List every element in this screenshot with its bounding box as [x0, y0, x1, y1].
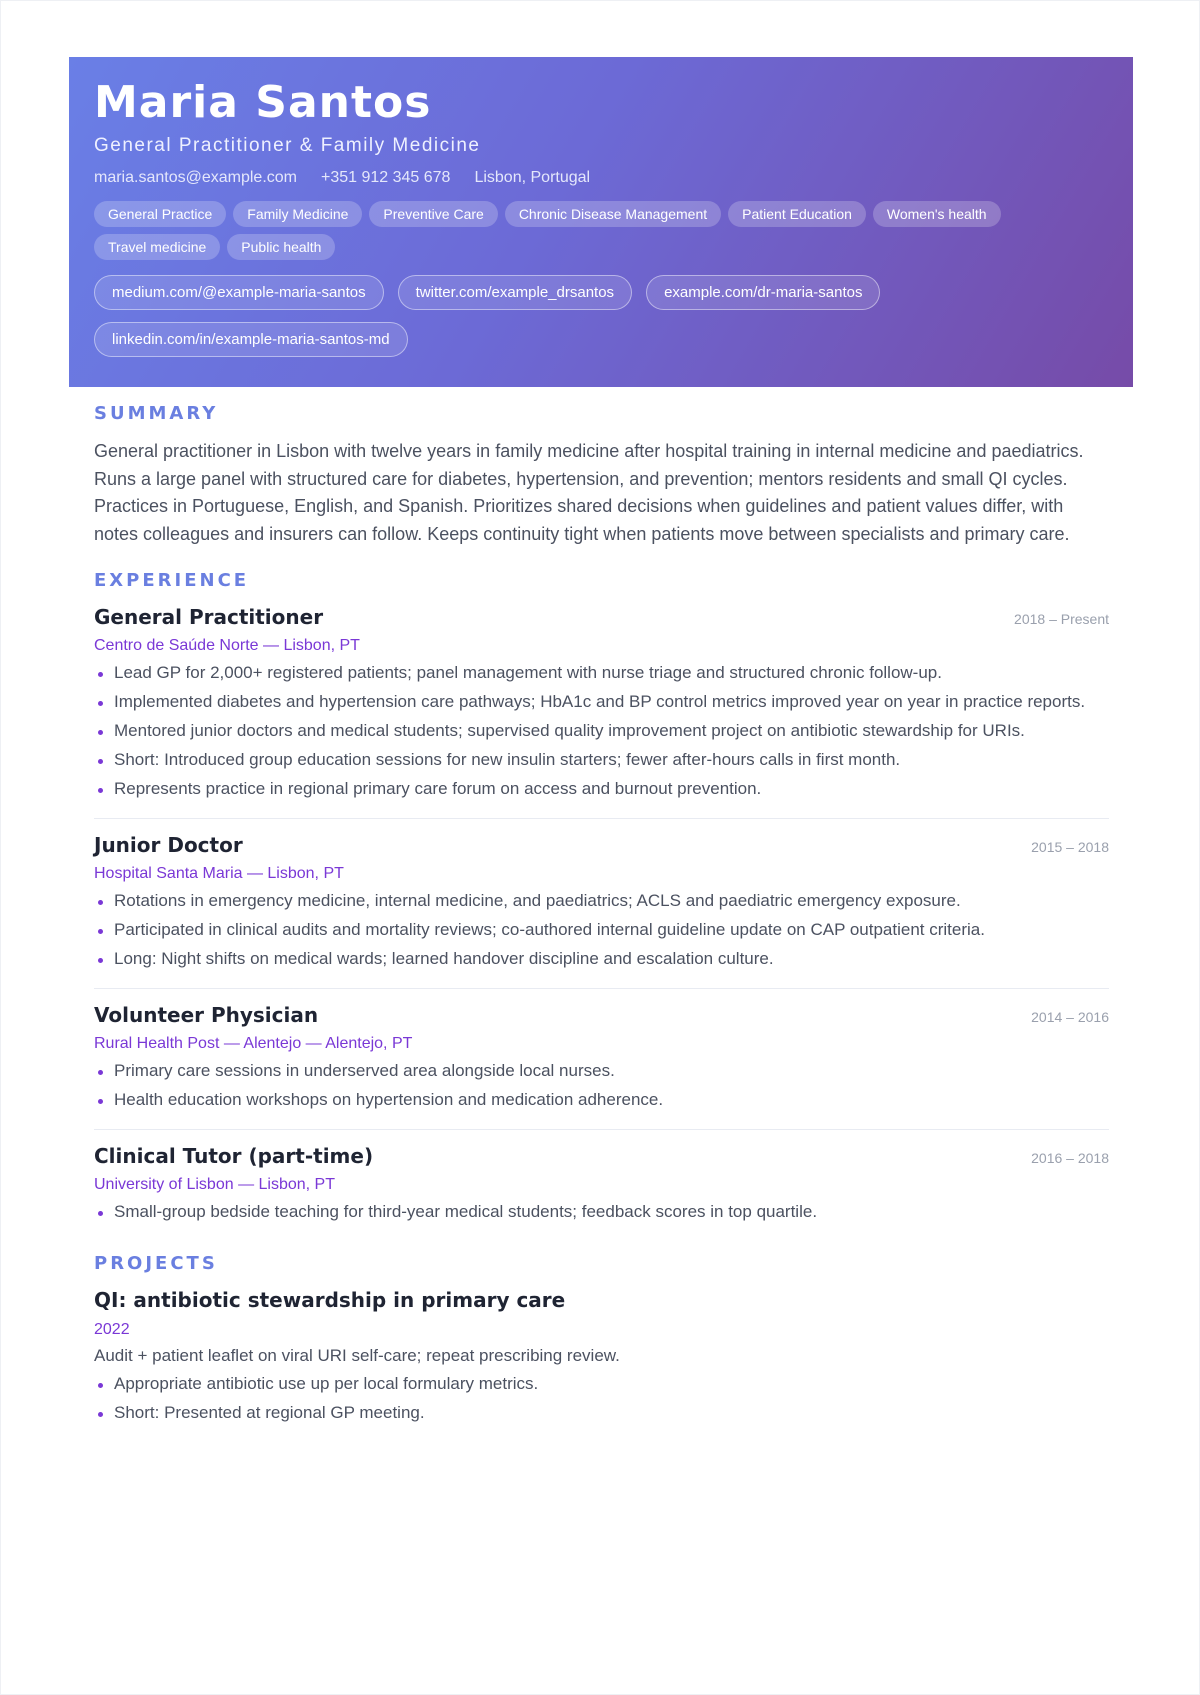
job-title: Junior Doctor: [94, 833, 243, 857]
job-organization: Centro de Saúde Norte — Lisbon, PT: [94, 637, 360, 654]
skill-tag: Chronic Disease Management: [505, 201, 721, 227]
bullet-item: Primary care sessions in underserved area alongside local nurses.: [94, 1059, 1109, 1083]
contact-line: [94, 169, 1108, 187]
bullet-item: Long: Night shifts on medical wards; learned handover discipline and escalation culture.: [94, 947, 1109, 971]
skill-tag: Patient Education: [728, 201, 866, 227]
bullet-item: Short: Presented at regional GP meeting.: [94, 1401, 1109, 1425]
job-organization: Hospital Santa Maria — Lisbon, PT: [94, 865, 344, 882]
job-dates: 2018 – Present: [1014, 611, 1109, 627]
job-dates: 2015 – 2018: [1031, 839, 1109, 855]
profile-link-linkedin[interactable]: linkedin.com/in/example-maria-santos-md: [94, 322, 408, 357]
job-title: Clinical Tutor (part-time): [94, 1144, 374, 1168]
bullet-item: Health education workshops on hypertension and medication adherence.: [94, 1088, 1109, 1112]
job-dates: 2014 – 2016: [1031, 1009, 1109, 1025]
job-headline: General Practitioner & Family Medicine: [94, 135, 481, 156]
project-year: 2022: [94, 1321, 130, 1338]
job-bullets: [94, 1059, 1109, 1112]
job-title: General Practitioner: [94, 605, 324, 629]
project-description: Audit + patient leaflet on viral URI self-care; repeat prescribing review.: [94, 1346, 620, 1365]
skill-tag: Preventive Care: [369, 201, 497, 227]
profile-link-website[interactable]: example.com/dr-maria-santos: [646, 275, 880, 310]
bullet-item: Participated in clinical audits and mortality reviews; co-authored internal guideline update on CAP outpatient criteria.: [94, 918, 1109, 942]
contact-location: Lisbon, Portugal: [474, 169, 591, 186]
skill-tag: General Practice: [94, 201, 226, 227]
summary-text: General practitioner in Lisbon with twelve years in family medicine after hospital training in internal medicine and paediatrics. Runs a large panel with structured care for diabetes, hypertension, and prevention; mentors residents and small QI cycles. Practices in Portuguese, English, and Spanish. Prioritizes shared decisions when guidelines and patient values differ, with notes colleagues and insurers can follow. Keeps continuity tight when patients move between specialists and primary care.: [94, 441, 1084, 544]
contact-phone[interactable]: +351 912 345 678: [320, 169, 451, 186]
experience-entry: [94, 833, 1109, 989]
skill-tag: Travel medicine: [94, 234, 220, 260]
profile-link-medium[interactable]: medium.com/@example-maria-santos: [94, 275, 384, 310]
project-entry: [94, 1288, 1109, 1425]
profile-links: [94, 275, 994, 357]
bullet-item: Mentored junior doctors and medical students; supervised quality improvement project on antibiotic stewardship for URIs.: [94, 719, 1109, 743]
skill-tag: Family Medicine: [233, 201, 362, 227]
job-organization: Rural Health Post — Alentejo — Alentejo, PT: [94, 1035, 413, 1052]
bullet-item: Small-group bedside teaching for third-year medical students; feedback scores in top quartile.: [94, 1200, 1109, 1224]
experience-entry: [94, 1003, 1109, 1130]
resume-header: [69, 57, 1133, 387]
bullet-item: Represents practice in regional primary care forum on access and burnout prevention.: [94, 777, 1109, 801]
bullet-item: Lead GP for 2,000+ registered patients; panel management with nurse triage and structured chronic follow-up.: [94, 661, 1109, 685]
skill-tag: Women's health: [873, 201, 1001, 227]
project-title: QI: antibiotic stewardship in primary care: [94, 1288, 566, 1312]
project-bullets: [94, 1372, 1109, 1425]
job-dates: 2016 – 2018: [1031, 1150, 1109, 1166]
summary-heading: SUMMARY: [94, 403, 219, 424]
skill-tag: Public health: [227, 234, 335, 260]
bullet-item: Rotations in emergency medicine, internal medicine, and paediatrics; ACLS and paediatric emergency exposure.: [94, 889, 1109, 913]
projects-heading: PROJECTS: [94, 1253, 218, 1274]
experience-entry: [94, 605, 1109, 819]
experience-heading: EXPERIENCE: [94, 570, 250, 591]
job-bullets: [94, 1200, 1109, 1224]
job-title: Volunteer Physician: [94, 1003, 319, 1027]
bullet-item: Appropriate antibiotic use up per local formulary metrics.: [94, 1372, 1109, 1396]
profile-link-twitter[interactable]: twitter.com/example_drsantos: [398, 275, 632, 310]
experience-entry: [94, 1144, 1109, 1237]
resume-body: [94, 403, 1109, 1430]
skill-tags: [94, 201, 1054, 260]
job-bullets: [94, 661, 1109, 801]
job-bullets: [94, 889, 1109, 971]
bullet-item: Short: Introduced group education sessions for new insulin starters; fewer after-hours calls in first month.: [94, 748, 1109, 772]
bullet-item: Implemented diabetes and hypertension care pathways; HbA1c and BP control metrics improved year on year in practice reports.: [94, 690, 1109, 714]
person-name: Maria Santos: [94, 77, 432, 128]
job-organization: University of Lisbon — Lisbon, PT: [94, 1176, 335, 1193]
contact-email[interactable]: maria.santos@example.com: [94, 169, 297, 186]
